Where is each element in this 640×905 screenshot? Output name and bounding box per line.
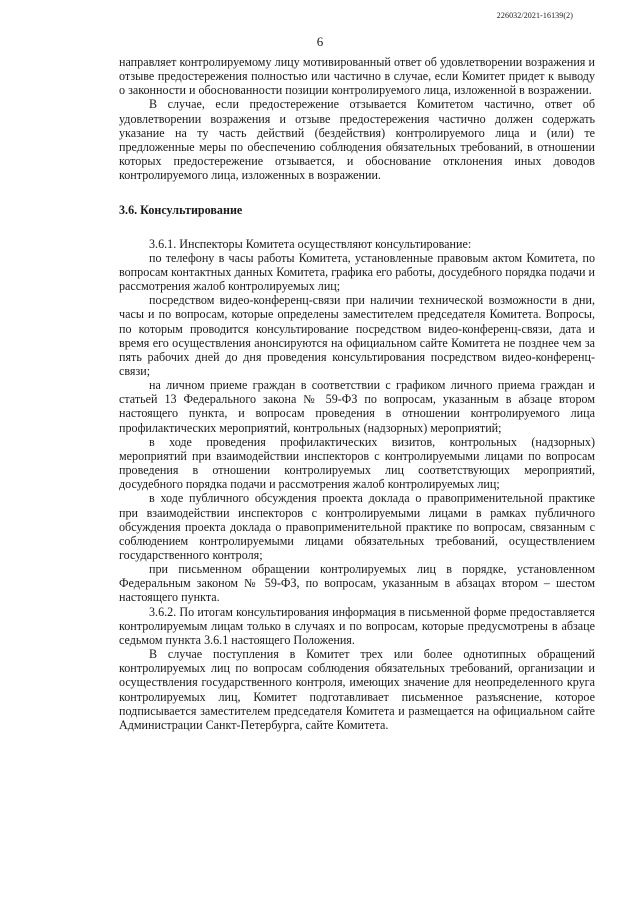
paragraph: В случае поступления в Комитет трех или более однотипных обращений контролируемых лиц по вопросам соблюдения обязательных требований, организации и осуществления государственного контроля, имеющих значение для неопределенного круга контролируемых лиц, Комитет подготавливает письменное разъяснение, которое подписывается заместителем председателя Комитета и размещается на официальном сайте Администрации Санкт-Петербурга, сайте Комитета. xyxy=(119,647,595,732)
paragraph: направляет контролируемому лицу мотивированный ответ об удовлетворении возражения и отзыве предостережения полностью или частично в случае, если Комитет придет к выводу о законности и обоснованности позиции контролируемого лица, изложенной в возражении. xyxy=(119,55,595,98)
page-number: 6 xyxy=(316,34,324,49)
paragraph: по телефону в часы работы Комитета, установленные правовым актом Комитета, по вопросам контактных данных Комитета, графика его работы, досудебного порядка подачи и рассмотрения жалоб контролируемых лиц; xyxy=(119,250,595,294)
document-body xyxy=(119,55,595,732)
document-number: 226032/2021-16139(2) xyxy=(496,11,573,20)
paragraph: в ходе публичного обсуждения проекта доклада о правоприменительной практике при взаимодействии инспекторов с контролируемыми лицами в рамках публичного обсуждения проекта доклада о правоприменительной практике по вопросам, связанным с соблюдением контролируемыми лицами обязательных требований, осуществлением государственного контроля; xyxy=(119,491,595,562)
paragraph: посредством видео-конференц-связи при наличии технической возможности в дни, часы и по вопросам, которые определены заместителем председателя Комитета. Вопросы, по которым проводится консультирование посредством видео-конференц-связи, дата и время его осуществления анонсируются на официальном сайте Комитета не позднее чем за пять рабочих дней до дня проведения консультирования посредством видео-конференц-связи; xyxy=(119,293,595,378)
paragraph: при письменном обращении контролируемых лиц в порядке, установленном Федеральным законом № 59-ФЗ, по вопросам, указанным в абзацах втором – шестом настоящего пункта. xyxy=(119,562,595,605)
paragraph: 3.6.2. По итогам консультирования информация в письменной форме предоставляется контролируемым лицам только в случаях и по вопросам, которые предусмотрены в абзаце седьмом пункта 3.6.1 настоящего Положения. xyxy=(119,604,595,647)
paragraph: 3.6.1. Инспекторы Комитета осуществляют консультирование: xyxy=(149,236,472,251)
section-heading: 3.6. Консультирование xyxy=(119,203,243,218)
paragraph: В случае, если предостережение отзывается Комитетом частично, ответ об удовлетворении возражения и отзыве предостережения частично должен содержать указание на ту часть действий (бездействия) контролируемого лица и (или) те предложенные меры по обеспечению соблюдения обязательных требований, в отношении которых предостережение отзывается, и обоснование отклонения иных доводов контролируемого лица, изложенных в возражении. xyxy=(119,97,595,183)
paragraph: в ходе проведения профилактических визитов, контрольных (надзорных) мероприятий при взаимодействии инспекторов с контролируемыми лицами по вопросам проведения в отношении контролируемых лиц соответствующих мероприятий, досудебного порядка подачи и рассмотрения жалоб контролируемых лиц; xyxy=(119,434,595,492)
paragraph: на личном приеме граждан в соответствии с графиком личного приема граждан и статьей 13 Федерального закона № 59-ФЗ по вопросам, указанным в абзаце втором настоящего пункта, и вопросам проведения в отношении контролируемого лица профилактических мероприятий, контрольных (надзорных) мероприятий; xyxy=(119,378,595,435)
